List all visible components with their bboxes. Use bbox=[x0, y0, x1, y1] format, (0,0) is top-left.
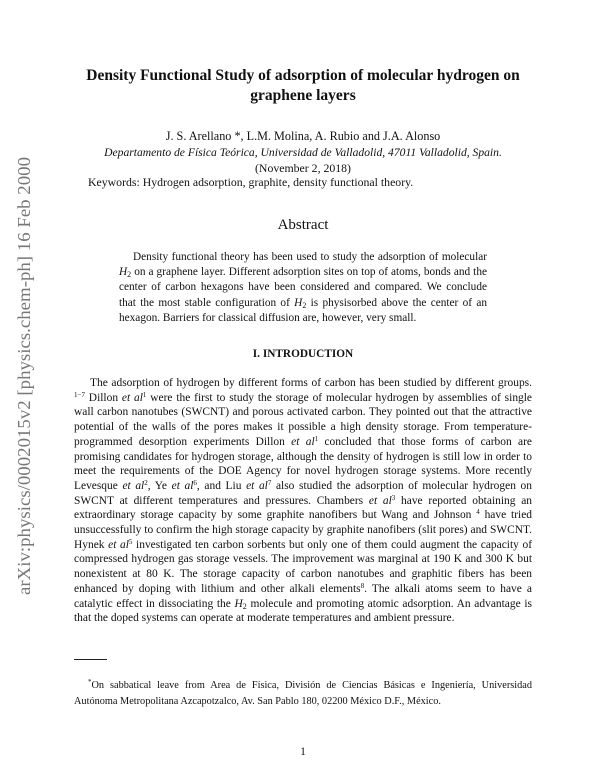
introduction-paragraph bbox=[74, 376, 532, 626]
body-text: , and Liu bbox=[196, 479, 247, 492]
citation-ref: 5 bbox=[128, 537, 133, 546]
body-text: molecule and promoting atomic adsorption. An advantage is that the doped systems can operate at moderate temperatures and ambient pressure. bbox=[74, 597, 532, 625]
citation-ref: 1−7 bbox=[74, 390, 85, 399]
footnote-text: On sabbatical leave from Area de Física, División de Ciencias Básicas e Ingeniería, Universidad Autónoma Metropolitana Azcapotzalco, Av. San Pablo 180, 02200 México D.F., México. bbox=[74, 680, 532, 707]
body-text: . The alkali atoms seem to have a catalytic effect in dissociating the bbox=[74, 582, 532, 610]
body-text: , Ye bbox=[147, 479, 172, 492]
subscript: 2 bbox=[302, 300, 307, 310]
paper-title bbox=[74, 66, 532, 106]
hydrogen-symbol: H bbox=[119, 266, 128, 279]
section-heading-introduction: I. INTRODUCTION bbox=[252, 348, 354, 360]
abstract-heading: Abstract bbox=[277, 217, 329, 233]
title-line-2: graphene layers bbox=[250, 87, 356, 104]
citation-ref: 7 bbox=[267, 478, 272, 487]
paper-date: (November 2, 2018) bbox=[255, 161, 351, 175]
abstract-text: is physisorbed above the center of an hexagon. Barriers for classical diffusion are, however, very small. bbox=[119, 296, 487, 324]
body-text: also studied the adsorption of molecular hydrogen on SWCNT at different temperatures and pressures. Chambers bbox=[74, 479, 532, 507]
citation-ref: 8 bbox=[360, 581, 365, 590]
body-text: Dillon bbox=[84, 391, 122, 404]
subscript: 2 bbox=[127, 270, 132, 280]
footnote bbox=[74, 678, 532, 710]
citation-ref: 1 bbox=[314, 434, 319, 443]
footnote-mark: * bbox=[88, 678, 92, 686]
hydrogen-symbol: H bbox=[234, 597, 243, 610]
citation-ref: 4 bbox=[476, 508, 480, 517]
citation-ref: 2 bbox=[144, 478, 148, 487]
citation-ref: 3 bbox=[391, 493, 396, 502]
body-text: were the first to study the storage of molecular hydrogen by assemblies of single wall carbon nanotubes (SWCNT) and porous activated carbon. They pointed out that the attractive potential of the walls of the pores makes it possible a high density storage. From temperature-programmed desorption experiments Dillon bbox=[74, 391, 533, 448]
abstract-body bbox=[119, 250, 487, 326]
page-number: 1 bbox=[300, 746, 306, 758]
citation-ref: 1 bbox=[142, 390, 147, 399]
citation-ref: 6 bbox=[193, 478, 197, 487]
hydrogen-symbol: H bbox=[294, 296, 303, 309]
footnote-divider bbox=[74, 659, 107, 660]
et-al: et al bbox=[121, 391, 143, 404]
body-text: have reported obtaining an extraordinary storage capacity by some graphite nanofibers but Wang and Johnson bbox=[74, 494, 532, 522]
subscript: 2 bbox=[242, 601, 247, 611]
abstract-text: Density functional theory has been used to study the adsorption of molecular bbox=[133, 251, 487, 263]
et-al: et al bbox=[368, 494, 392, 507]
body-text: The adsorption of hydrogen by different forms of carbon has been studied by different groups. bbox=[90, 377, 532, 389]
affiliation: Departamento de Física Teórica, Universidad de Valladolid, 47011 Valladolid, Spain. bbox=[104, 146, 502, 159]
body-text: concluded that those forms of carbon are promising candidates for hydrogen storage, although the density of hydrogen is still low in order to meet the requirements of the DOE Agency for novel hydrogen storage systems. More recently Levesque bbox=[74, 435, 532, 492]
author-list: J. S. Arellano *, L.M. Molina, A. Rubio and J.A. Alonso bbox=[165, 129, 441, 143]
body-text: investigated ten carbon sorbents but only one of them could augment the capacity of compressed hydrogen gas storage vessels. The improvement was marginal at 190 K and 300 K but nonexistent at 80 K. The storage capacity of carbon nanotubes and graphitic fibers has been enhanced by doping with lithium and other alkali elements bbox=[74, 538, 532, 595]
et-al: et al bbox=[122, 479, 145, 492]
arxiv-identifier-stamp bbox=[8, 155, 38, 595]
et-al: et al bbox=[291, 435, 315, 448]
et-al: et al bbox=[171, 479, 194, 492]
et-al: et al bbox=[246, 479, 268, 492]
et-al: et al bbox=[108, 538, 129, 551]
title-line-1: Density Functional Study of adsorption of molecular hydrogen on bbox=[86, 67, 520, 84]
arxiv-stamp-svg bbox=[8, 155, 38, 595]
abstract-text: on a graphene layer. Different adsorption sites on top of atoms, bonds and the center of carbon hexagons have been considered and compared. We conclude that the most stable configuration of bbox=[119, 266, 487, 309]
keywords: Keywords: Hydrogen adsorption, graphite, density functional theory. bbox=[88, 175, 414, 189]
body-text: have tried unsuccessfully to confirm the high storage capacity by graphite nanofibers (slit pores) and SWCNT. Hynek bbox=[74, 509, 532, 551]
arxiv-id-text: arXiv:physics/0002015v2 [physics.chem-ph] 16 Feb 2000 bbox=[14, 176, 34, 595]
